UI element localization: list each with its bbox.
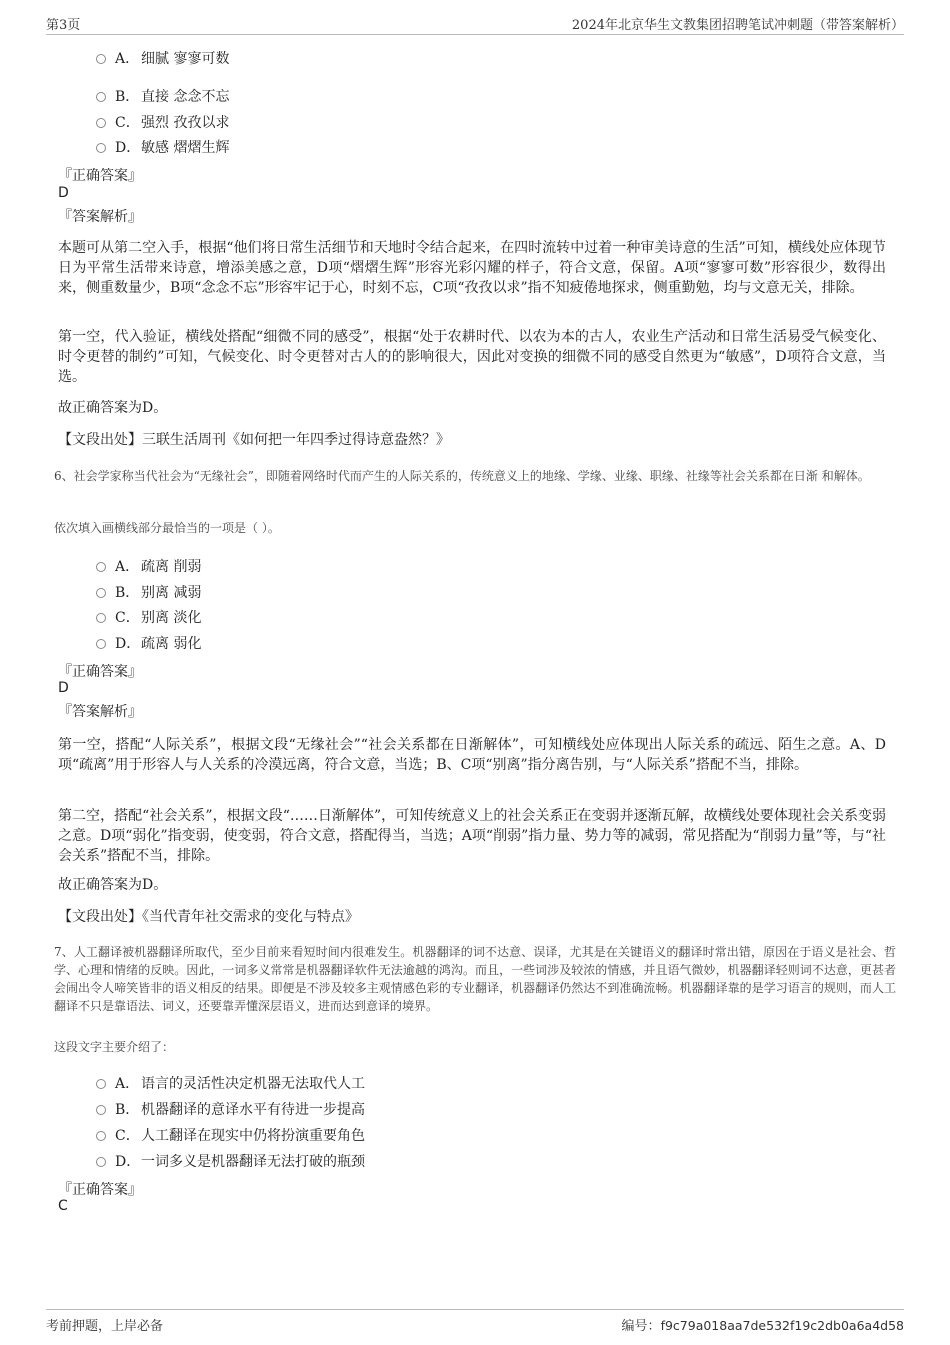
page-footer [46, 1309, 904, 1334]
q6-answer-label: 『正确答案』 [58, 664, 142, 680]
radio-icon[interactable] [96, 54, 106, 64]
q7-question: 7、人工翻译被机器翻译所取代，至少目前来看短时间内很难发生。机器翻译的词不达意、误译，尤其是在关键语义的翻译时常出错，原因在于语义是社会、哲学、心理和情绪的反映。因此，一词多义常常是机器翻译软件无法逾越的鸿沟。而且，一些词涉及较浓的情感，并且语气微妙，机器翻译轻则词不达意，更甚者会闹出令人啼笑皆非的语义相反的结果。即便是不涉及较多主观情感色彩的专业翻译，机器翻译仍然达不到准确流畅。机器翻译靠的是学习语言的规则，而人工翻译不只是靠语法、词义，还要靠弄懂深层语义，进而达到意译的境界。 [54, 945, 896, 1013]
radio-icon[interactable] [96, 1131, 106, 1141]
q7-answer-label: 『正确答案』 [58, 1182, 142, 1198]
q6-analysis-paragraph-2: 第二空，搭配“社会关系”，根据文段“……日渐解体”，可知传统意义上的社会关系正在变弱并逐渐瓦解，故横线处要体现社会关系变弱之意。D项“弱化”指变弱，使变弱，符合文意，搭配得当，当选；A项“削弱”指力量、势力等的减弱，常见搭配为“削弱力量”等，与“社会关系”搭配不当，排除。 [58, 808, 886, 864]
page-header [46, 14, 904, 35]
q6-prompt: 依次填入画横线部分最恰当的一项是（ ）。 [54, 521, 280, 535]
q6-option-a[interactable]: A． 疏离 削弱 [96, 556, 201, 576]
document-code [622, 1315, 904, 1334]
q5-option-a[interactable]: A． 细腻 寥寥可数 [96, 48, 229, 68]
radio-icon[interactable] [96, 1157, 106, 1167]
q5-analysis-label: 『答案解析』 [58, 209, 142, 225]
q6-option-c[interactable]: C．别离 淡化 [96, 607, 201, 627]
document-code-value: f9c79a018aa7de532f19c2db0a6a4d58 [660, 1318, 904, 1333]
q6-question: 6、社会学家称当代社会为“无缘社会”，即随着网络时代而产生的人际关系的，传统意义上的地缘、学缘、业缘、职缘、社缘等社会关系都在日渐 和解体。 [54, 469, 870, 483]
radio-icon[interactable] [96, 1105, 106, 1115]
radio-icon[interactable] [96, 92, 106, 102]
radio-icon[interactable] [96, 143, 106, 153]
q6-option-d[interactable]: D．疏离 弱化 [96, 633, 201, 653]
q7-answer: C [58, 1198, 68, 1214]
q5-option-b[interactable]: B． 直接 念念不忘 [96, 86, 229, 106]
q5-analysis-paragraph-2: 第一空，代入验证，横线处搭配“细微不同的感受”，根据“处于农耕时代、以农为本的古人，农业生产活动和日常生活易受气候变化、时令更替的制约”可知，气候变化、时令更替对古人的的影响很大，因此对变换的细微不同的感受自然更为“敏感”，D项符合文意，当选。 [58, 329, 886, 385]
radio-icon[interactable] [96, 613, 106, 623]
radio-icon[interactable] [96, 1079, 106, 1089]
footer-slogan: 考前押题，上岸必备 [46, 1319, 164, 1334]
radio-icon[interactable] [96, 562, 106, 572]
q6-analysis-label: 『答案解析』 [58, 704, 142, 720]
q7-option-b[interactable]: B． 机器翻译的意译水平有待进一步提高 [96, 1099, 365, 1119]
q5-answer-label: 『正确答案』 [58, 168, 142, 184]
q5-analysis-conclusion: 故正确答案为D。 [58, 400, 168, 416]
q6-answer: D [58, 680, 69, 696]
q5-analysis-paragraph-1: 本题可从第二空入手，根据“他们将日常生活细节和天地时令结合起来，在四时流转中过着一种审美诗意的生活”可知，横线处应体现节日为平常生活带来诗意，增添美感之意，D项“熠熠生辉”形容光彩闪耀的样子，符合文意，保留。A项“寥寥可数”形容很少，数得出来，侧重数量少，B项“念念不忘”形容牢记于心，时刻不忘，C项“孜孜以求”指不知疲倦地探求，侧重勤勉，均与文意无关，排除。 [58, 240, 886, 296]
radio-icon[interactable] [96, 639, 106, 649]
q5-source: 【文段出处】三联生活周刊《如何把一年四季过得诗意盎然？》 [58, 432, 450, 448]
page-number: 第3页 [46, 18, 81, 33]
q6-source: 【文段出处】《当代青年社交需求的变化与特点》 [58, 909, 359, 925]
q7-option-c[interactable]: C．人工翻译在现实中仍将扮演重要角色 [96, 1125, 365, 1145]
q7-prompt: 这段文字主要介绍了： [54, 1040, 175, 1054]
q5-option-d[interactable]: D．敏感 熠熠生辉 [96, 137, 229, 157]
q7-option-a[interactable]: A． 语言的灵活性决定机器无法取代人工 [96, 1073, 365, 1093]
document-code-label: 编号： [621, 1319, 661, 1334]
q6-option-b[interactable]: B． 别离 减弱 [96, 582, 201, 602]
radio-icon[interactable] [96, 588, 106, 598]
radio-icon[interactable] [96, 118, 106, 128]
q7-option-d[interactable]: D．一词多义是机器翻译无法打破的瓶颈 [96, 1151, 365, 1171]
q6-analysis-paragraph-1: 第一空，搭配“人际关系”，根据文段“无缘社会”“社会关系都在日渐解体”，可知横线处应体现出人际关系的疏远、陌生之意。A、D项“疏离”用于形容人与人关系的冷漠远离，符合文意，当选；B、C项“别离”指分离告别，与“人际关系”搭配不当，排除。 [58, 737, 886, 773]
q5-option-c[interactable]: C．强烈 孜孜以求 [96, 112, 229, 132]
q6-analysis-conclusion: 故正确答案为D。 [58, 877, 168, 893]
document-title: 2024年北京华生文教集团招聘笔试冲刺题（带答案解析） [571, 18, 904, 33]
q5-answer: D [58, 185, 69, 201]
